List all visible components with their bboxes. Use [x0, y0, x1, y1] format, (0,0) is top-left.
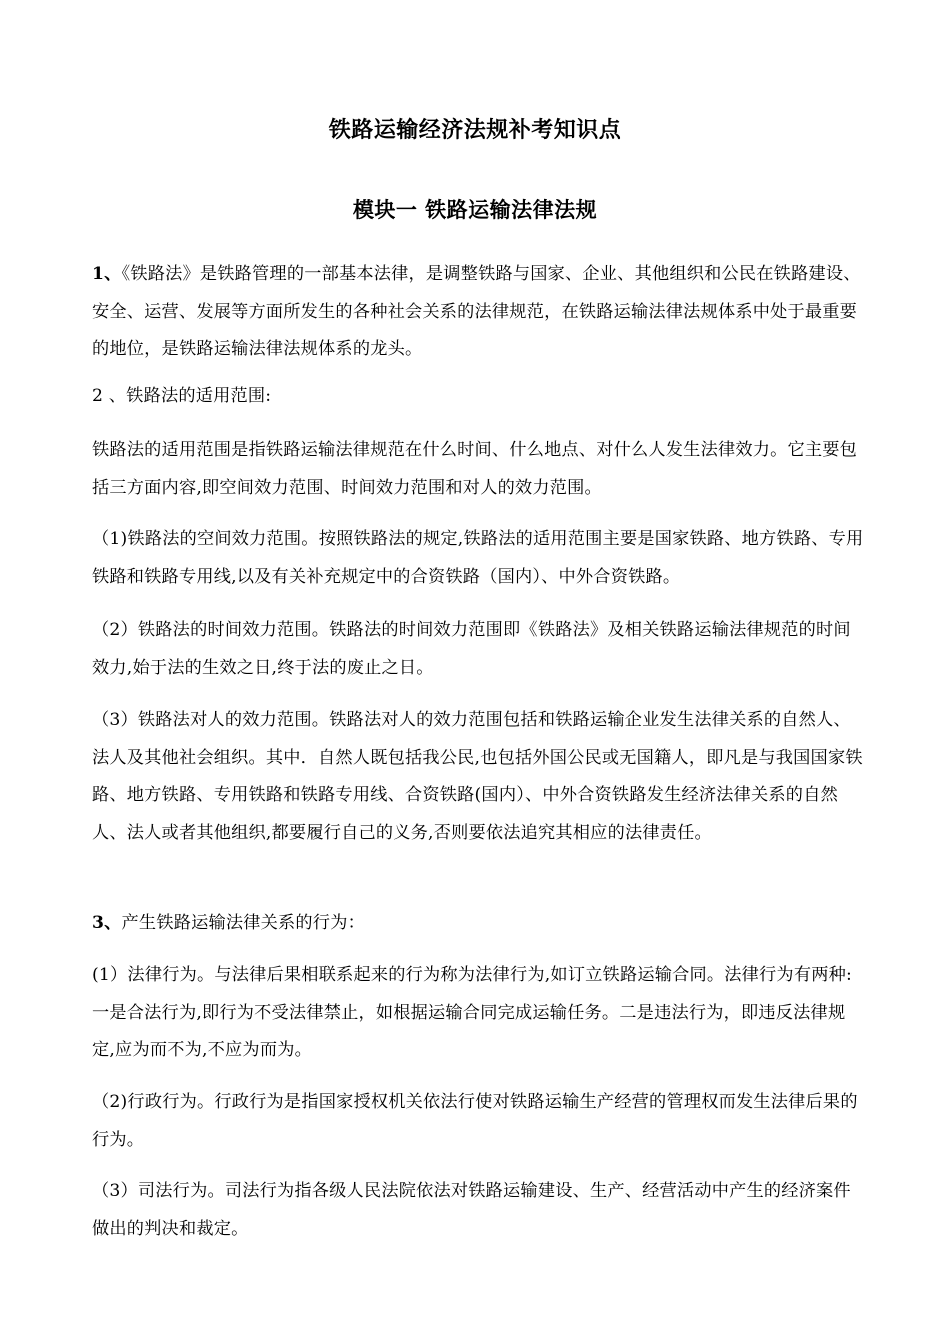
- paragraph-number: 1、: [92, 264, 122, 284]
- paragraph-text: (1）法律行为。与法律后果相联系起来的行为称为法律行为,如订立铁路运输合同。法律行为有两种:一是合法行为,即行为不受法律禁止，如根据运输合同完成运输任务。二是违法行为，即违反法律规定,应为而不为,不应为而为。: [92, 965, 852, 1060]
- paragraph-1: [92, 256, 864, 369]
- paragraph-2-3: [92, 702, 864, 852]
- module-heading: 模块一 铁路运输法律法规: [352, 197, 598, 222]
- paragraph-2-heading: [92, 378, 864, 416]
- paragraph-number: 3、: [92, 913, 122, 933]
- paragraph-text: 铁路法的适用范围是指铁路运输法律规范在什么时间、什么地点、对什么人发生法律效力。它主要包括三方面内容,即空间效力范围、时间效力范围和对人的效力范围。: [92, 440, 858, 498]
- paragraph-text: （3）铁路法对人的效力范围。铁路法对人的效力范围包括和铁路运输企业发生法律关系的自然人、法人及其他社会组织。其中．自然人既包括我公民,也包括外国公民或无国籍人，即凡是与我国国家铁路、地方铁路、专用铁路和铁路专用线、合资铁路(国内）、中外合资铁路发生经济法律关系的自然人、法人或者其他组织,都要履行自己的义务,否则要依法追究其相应的法律责任。: [92, 710, 863, 843]
- paragraph-text: （3）司法行为。司法行为指各级人民法院依法对铁路运输建设、生产、经营活动中产生的经济案件做出的判决和裁定。: [92, 1181, 851, 1239]
- paragraph-3-heading: [92, 905, 864, 943]
- paragraph-text: （1)铁路法的空间效力范围。按照铁路法的规定,铁路法的适用范围主要是国家铁路、地方铁路、专用铁路和铁路专用线,以及有关补充规定中的合资铁路（国内）、中外合资铁路。: [92, 529, 864, 587]
- paragraph-3-3: [92, 1173, 864, 1248]
- paragraph-3-2: [92, 1084, 864, 1159]
- paragraph-text: 《铁路法》是铁路管理的一部基本法律，是调整铁路与国家、企业、其他组织和公民在铁路建设、安全、运营、发展等方面所发生的各种社会关系的法律规范，在铁路运输法律法规体系中处于最重要的地位，是铁路运输法律法规体系的龙头。: [92, 264, 861, 359]
- paragraph-text: 2 、铁路法的适用范围:: [92, 386, 272, 406]
- paragraph-3-1: [92, 957, 864, 1070]
- paragraph-text: （2)行政行为。行政行为是指国家授权机关依法行使对铁路运输生产经营的管理权而发生法律后果的行为。: [92, 1092, 858, 1150]
- paragraph-text: （2）铁路法的时间效力范围。铁路法的时间效力范围即《铁路法》及相关铁路运输法律规范的时间效力,始于法的生效之日,终于法的废止之日。: [92, 620, 851, 678]
- paragraph-text: 产生铁路运输法律关系的行为：: [121, 913, 365, 933]
- paragraph-2-2: [92, 612, 864, 687]
- document-title: 铁路运输经济法规补考知识点: [328, 117, 622, 143]
- paragraph-2-1: [92, 521, 864, 596]
- paragraph-2-body: [92, 432, 864, 507]
